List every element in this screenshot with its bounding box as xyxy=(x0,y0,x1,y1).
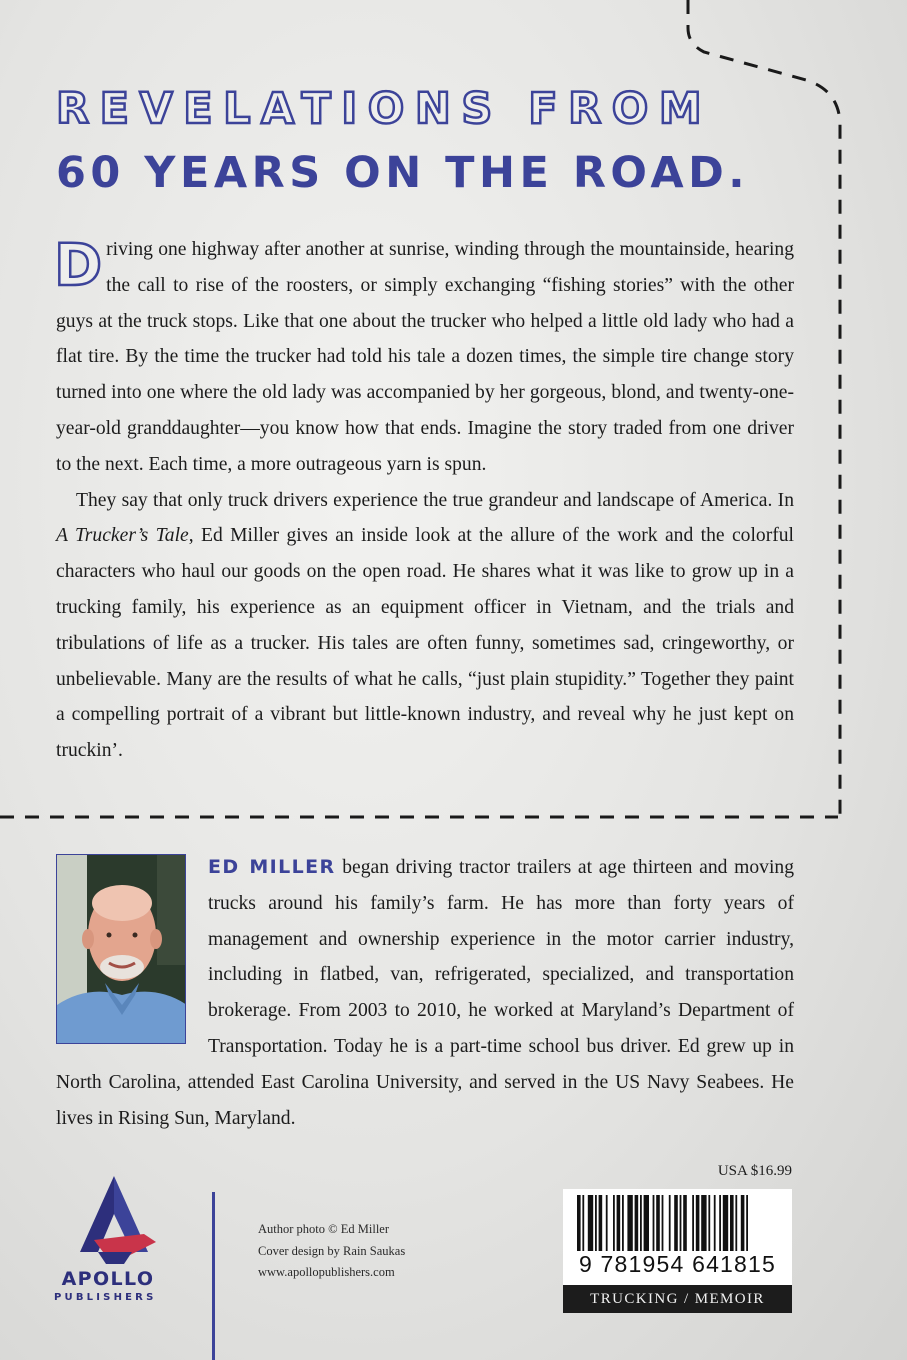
barcode-bar xyxy=(741,1195,745,1251)
barcode-bar xyxy=(606,1195,608,1251)
publisher-sub: PUBLISHERS xyxy=(54,1292,157,1303)
barcode-bar xyxy=(746,1195,748,1251)
isbn-digits: 9 781954 641815 xyxy=(578,1251,777,1277)
description-paragraph-2 xyxy=(56,483,794,769)
drop-cap: D xyxy=(54,231,103,299)
barcode-bar xyxy=(662,1195,664,1251)
credits xyxy=(258,1219,538,1284)
barcode-bar xyxy=(656,1195,660,1251)
barcode-bar xyxy=(640,1195,642,1251)
headline-outline: REVELATIONS FROM xyxy=(56,84,713,134)
barcode-bar xyxy=(588,1195,593,1251)
barcode-bar xyxy=(595,1195,597,1251)
barcode-bar xyxy=(708,1195,710,1251)
description-paragraph-1-text: riving one highway after another at sunrise, winding through the mountainside, hearing the call to rise of the roosters, or simply exchanging “fishing stories” with the other guys at the truck stops. Like that one about the trucker who helped a little old lady who had a flat tire. By the time the trucker had told his tale a dozen times, the simple tire change story turned into one where the old lady was accompanied by her gorgeous, blond, and twenty-one-year-old granddaughter—you know how that ends. Imagine the story traded from one driver to the next. Each time, a more outrageous yarn is spun. xyxy=(56,239,794,475)
barcode-bar xyxy=(582,1195,584,1251)
design-credit: Cover design by Rain Saukas xyxy=(258,1243,406,1258)
barcode-bar xyxy=(696,1195,700,1251)
barcode-bar xyxy=(692,1195,694,1251)
barcode-bar xyxy=(714,1195,716,1251)
barcode-bar xyxy=(622,1195,624,1251)
barcode-bar xyxy=(735,1195,737,1251)
description-paragraph-2-text-a: They say that only truck drivers experience the true grandeur and landscape of America. In xyxy=(76,489,794,511)
barcode-bar xyxy=(701,1195,706,1251)
photo-credit: Author photo © Ed Miller xyxy=(258,1222,390,1236)
barcode-bar xyxy=(730,1195,734,1251)
price: USA $16.99 xyxy=(717,1163,792,1179)
barcode-bar xyxy=(635,1195,639,1251)
book-description xyxy=(56,232,794,769)
author-photo xyxy=(56,854,186,1044)
publisher-name: APOLLO xyxy=(61,1268,155,1290)
category-label: TRUCKING / MEMOIR xyxy=(563,1285,792,1313)
author-name: ED MILLER xyxy=(208,856,336,878)
book-title-italic: A Trucker’s Tale xyxy=(56,525,189,547)
barcode-bar xyxy=(644,1195,649,1251)
apollo-logo-icon xyxy=(56,1172,176,1312)
author-portrait-image xyxy=(57,855,186,1044)
barcode-bar xyxy=(723,1195,728,1251)
author-bio-text: began driving tractor trailers at age thirteen and moving trucks around his family’s farm. He has more than forty years of management and ownership experience in the motor carrier industry, including in flatbed, van, refrigerated, specialized, and transportation brokerage. From 2003 to 2010, he worked at Maryland’s Department of Transportation. Today he is a part-time school bus driver. Ed grew up in North Carolina, attended East Carolina University, and served in the US Navy Seabees. He lives in Rising Sun, Maryland. xyxy=(56,857,794,1129)
description-paragraph-2-text-b: , Ed Miller gives an inside look at the allure of the work and the colorful characters who haul our goods on the open road. He shares what it was like to grow up in a trucking family, his experience as an equipment officer in Vietnam, and the trials and tribulations of life as a trucker. His tales are often funny, sometimes sad, cringeworthy, or unbelievable. Many are the results of what he calls, “just plain stupidity.” Together they paint a compelling portrait of a vibrant but little-known industry, and reveal why he just kept on truckin’. xyxy=(56,525,794,762)
barcode-bar xyxy=(719,1195,721,1251)
divider-line xyxy=(212,1192,215,1360)
barcode-bar xyxy=(683,1195,687,1251)
barcode-bar xyxy=(627,1195,632,1251)
barcode-bar xyxy=(613,1195,615,1251)
publisher-website: www.apollopublishers.com xyxy=(258,1265,395,1279)
barcode-bar xyxy=(577,1195,581,1251)
description-paragraph-1 xyxy=(56,232,794,483)
headline-solid: 60 YEARS ON THE ROAD. xyxy=(56,148,750,198)
barcode-bar xyxy=(669,1195,671,1251)
barcode-bar xyxy=(653,1195,655,1251)
barcode-bar xyxy=(617,1195,621,1251)
barcode-bar xyxy=(599,1195,603,1251)
barcode-bar xyxy=(680,1195,682,1251)
barcode-bar xyxy=(674,1195,678,1251)
